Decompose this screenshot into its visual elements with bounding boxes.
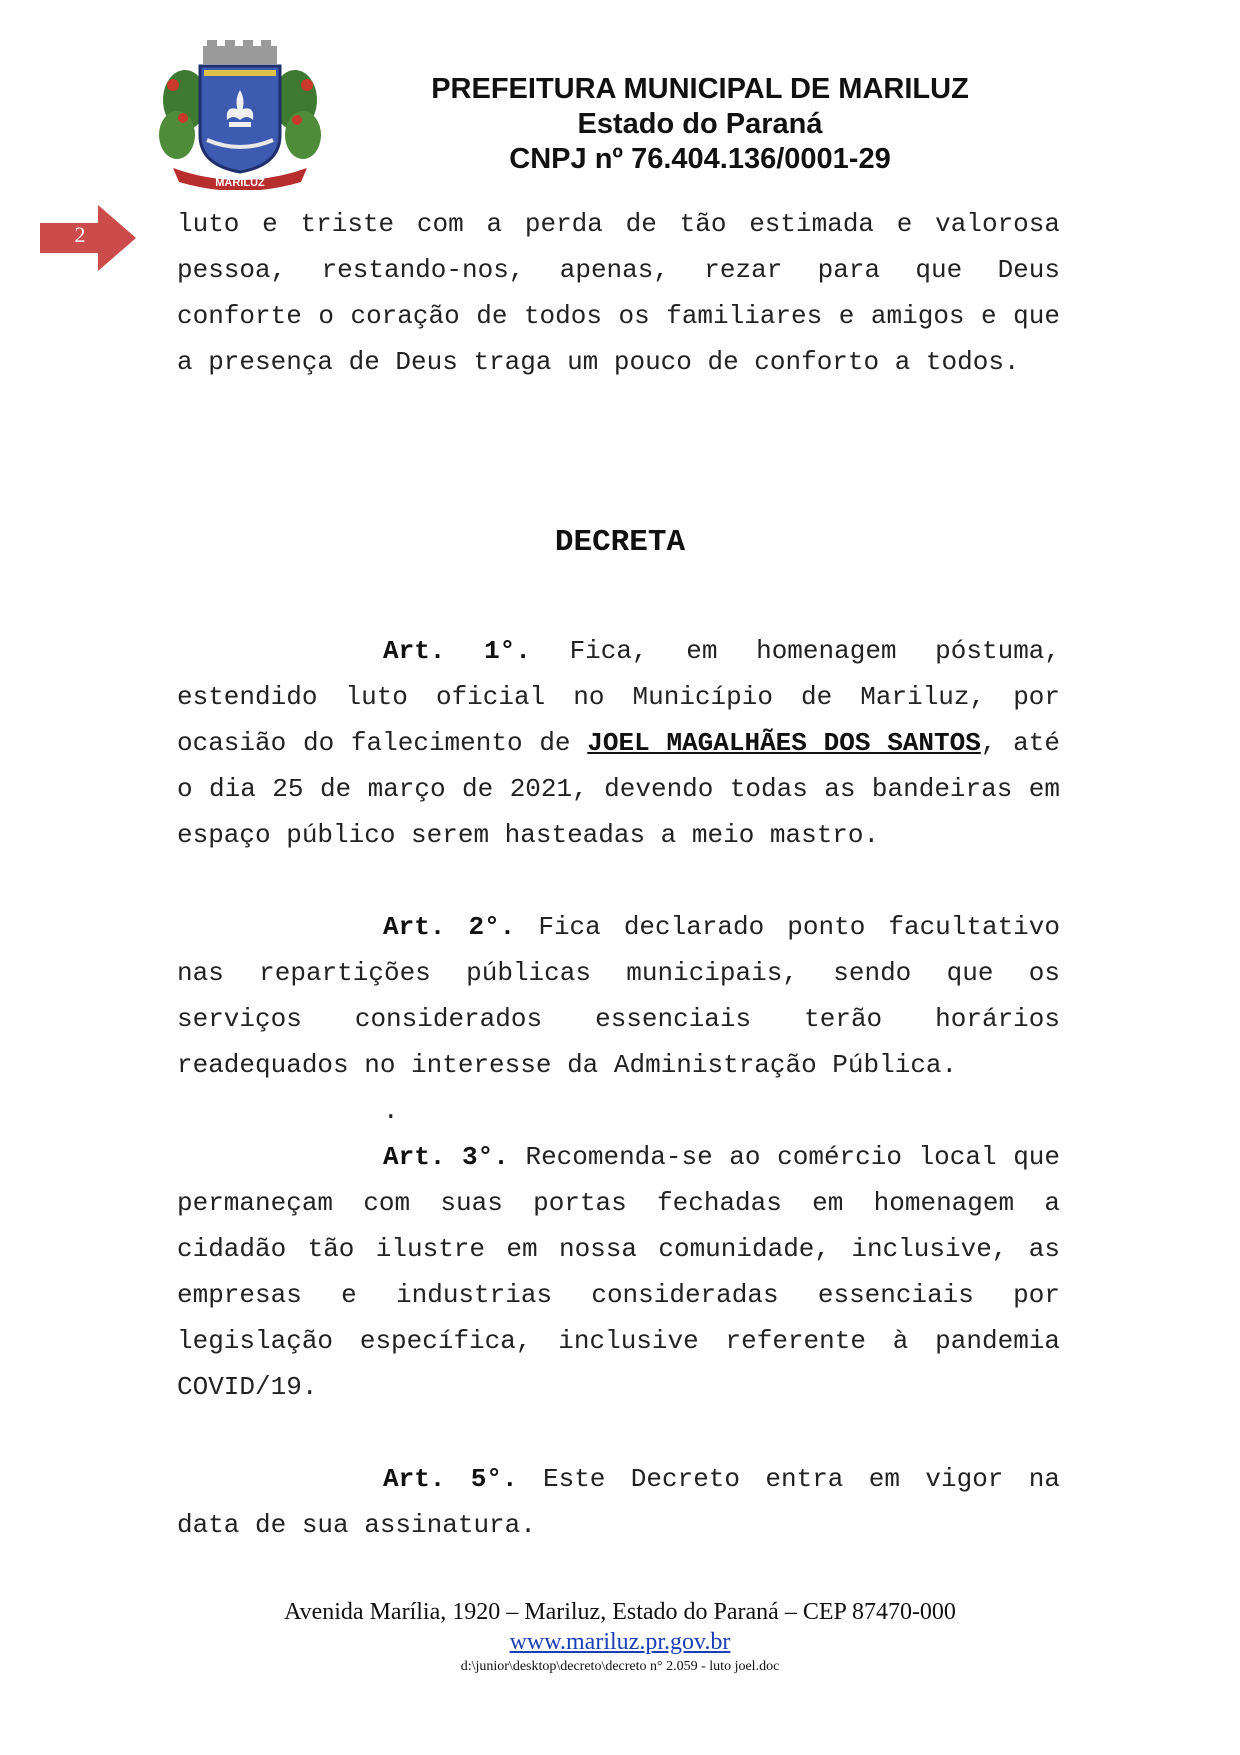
cnpj-number: CNPJ nº 76.404.136/0001-29 xyxy=(509,143,891,175)
article-2-text: Fica declarado ponto facultativo nas repartições públicas municipais, sendo que os serviços considerados essenciais terão horários readequados no interesse da Administração Pública. xyxy=(177,912,1060,1080)
article-3 xyxy=(177,1134,1060,1410)
article-1 xyxy=(177,628,1060,858)
municipality-name: PREFEITURA MUNICIPAL DE MARILUZ xyxy=(431,73,969,105)
crest-ribbon-text: MARILUZ xyxy=(215,177,265,189)
article-2 xyxy=(177,904,1060,1134)
page-header xyxy=(0,0,1240,200)
article-1-label: Art. 1°. xyxy=(383,636,531,666)
article-3-label: Art. 3°. xyxy=(383,1142,509,1172)
page-footer xyxy=(0,1597,1240,1677)
website-link[interactable]: www.mariluz.pr.gov.br xyxy=(509,1629,731,1655)
stray-dot: . xyxy=(383,1096,399,1126)
article-2-label: Art. 2°. xyxy=(383,912,516,942)
article-5 xyxy=(177,1456,1060,1548)
honoree-name: JOEL MAGALHÃES DOS SANTOS xyxy=(587,728,981,758)
state-name: Estado do Paraná xyxy=(577,108,823,140)
header-title-block xyxy=(420,72,980,177)
footer-address: Avenida Marília, 1920 – Mariluz, Estado do Paraná – CEP 87470-000 xyxy=(284,1599,956,1625)
article-1-text-a: Fica, em homenagem póstuma, estendido luto oficial no Município de Mariluz, por ocasião do falecimento de xyxy=(177,636,1060,758)
intro-paragraph xyxy=(177,201,1060,385)
article-1-text-b: , até o dia 25 de março de 2021, devendo todas as bandeiras em espaço público serem hasteadas a meio mastro. xyxy=(177,728,1060,850)
intro-text: luto e triste com a perda de tão estimada e valorosa pessoa, restando-nos, apenas, rezar para que Deus conforte o coração de todos os familiares e amigos e que a presença de Deus traga um pouco de conforto a todos. xyxy=(177,209,1060,377)
decree-heading: DECRETA xyxy=(554,525,686,560)
article-5-text: Este Decreto entra em vigor na data de sua assinatura. xyxy=(177,1464,1060,1540)
article-3-text: Recomenda-se ao comércio local que permaneçam com suas portas fechadas em homenagem a cidadão tão ilustre em nossa comunidade, inclusive, as empresas e industrias consideradas essenciais por legislação específica, inclusive referente à pandemia COVID/19. xyxy=(177,1142,1060,1402)
municipal-crest-logo xyxy=(155,40,325,190)
page-number: 2 xyxy=(74,222,86,247)
article-5-label: Art. 5°. xyxy=(383,1464,518,1494)
document-file-path: d:\junior\desktop\decreto\decreto n° 2.059 - luto joel.doc xyxy=(460,1659,780,1674)
